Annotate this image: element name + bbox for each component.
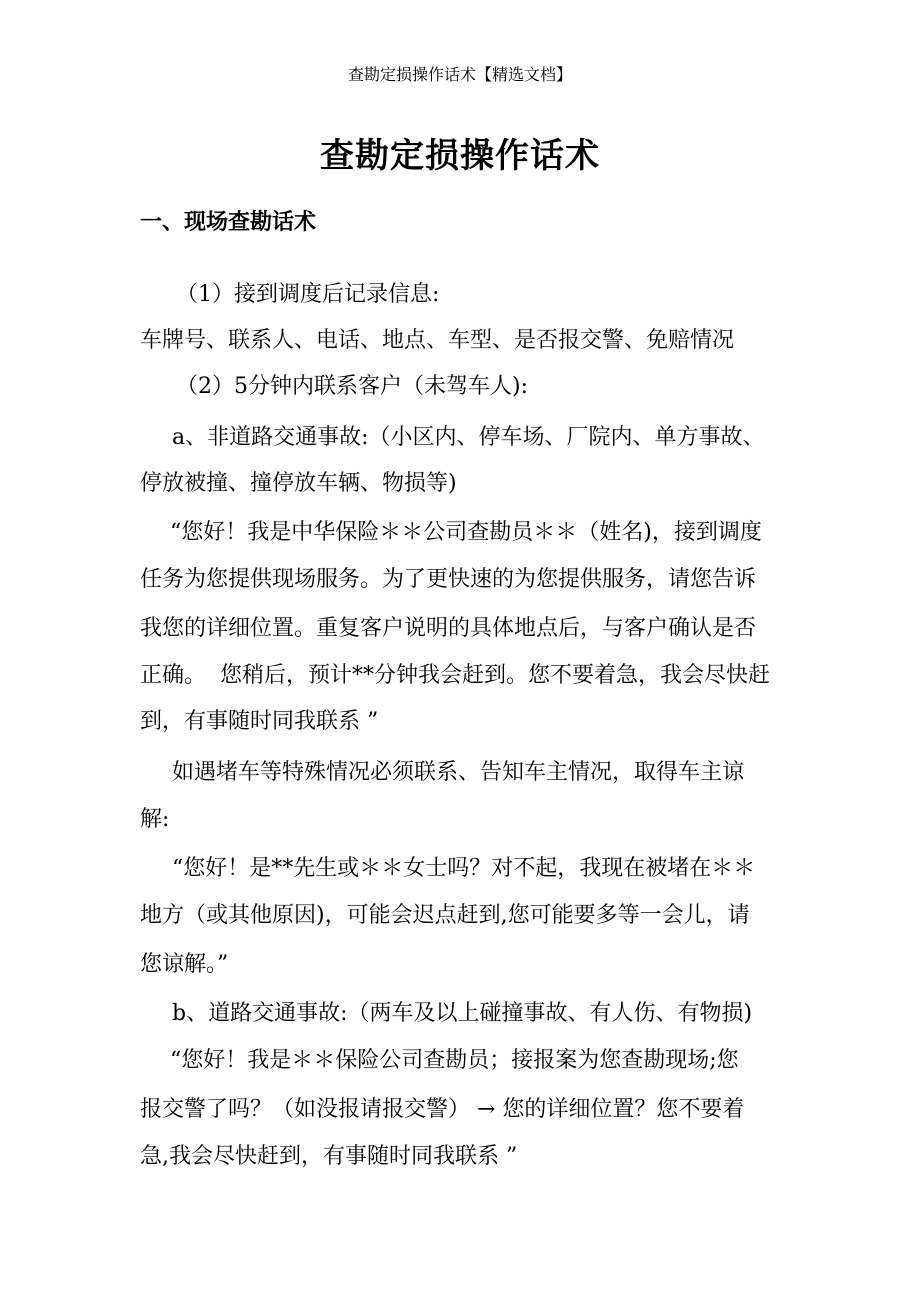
paragraph-line: 我您的详细位置。重复客户说明的具体地点后，与客户确认是否 — [140, 616, 757, 641]
paragraph-line: “您好！是**先生或＊＊女士吗？对不起，我现在被堵在＊＊ — [172, 856, 756, 881]
document-title: 查勘定损操作话术 — [320, 136, 600, 176]
paragraph-line: “您好！我是中华保险＊＊公司查勘员＊＊（姓名)，接到调度 — [170, 520, 762, 545]
paragraph-line: （1）接到调度后记录信息: — [176, 282, 440, 307]
paragraph-line: 到，有事随时同我联系 ” — [140, 709, 379, 734]
paragraph-line: “您好！我是＊＊保险公司查勘员；接报案为您查勘现场;您 — [170, 1048, 739, 1073]
page-header: 查勘定损操作话术【精选文档】 — [347, 65, 572, 84]
paragraph-line: 报交警了吗？（如没报请报交警） → 您的详细位置？您不要着 — [140, 1097, 745, 1122]
section-heading: 一、现场查勘话术 — [140, 210, 317, 235]
paragraph-line: 地方（或其他原因)，可能会迟点赶到,您可能要多等一会儿，请 — [140, 903, 750, 928]
paragraph-line: b、道路交通事故:（两车及以上碰撞事故、有人伤、有物损) — [172, 1001, 753, 1026]
paragraph-line: （2）5分钟内联系客户（未驾车人): — [176, 374, 528, 399]
paragraph-line: 正确。 您稍后，预计**分钟我会赶到。您不要着急，我会尽快赶 — [140, 663, 770, 688]
paragraph-line: 解: — [140, 807, 170, 832]
paragraph-line: 车牌号、联系人、电话、地点、车型、是否报交警、免赔情况 — [140, 328, 735, 353]
paragraph-line: a、非道路交通事故:（小区内、停车场、厂院内、单方事故、 — [172, 425, 765, 450]
paragraph-line: 停放被撞、撞停放车辆、物损等) — [140, 471, 457, 496]
paragraph-line: 您谅解。” — [140, 952, 229, 977]
paragraph-line: 任务为您提供现场服务。为了更快速的为您提供服务，请您告诉 — [140, 567, 757, 592]
paragraph-line: 如遇堵车等特殊情况必须联系、告知车主情况，取得车主谅 — [172, 760, 745, 785]
paragraph-line: 急,我会尽快赶到，有事随时同我联系 ” — [140, 1144, 518, 1169]
